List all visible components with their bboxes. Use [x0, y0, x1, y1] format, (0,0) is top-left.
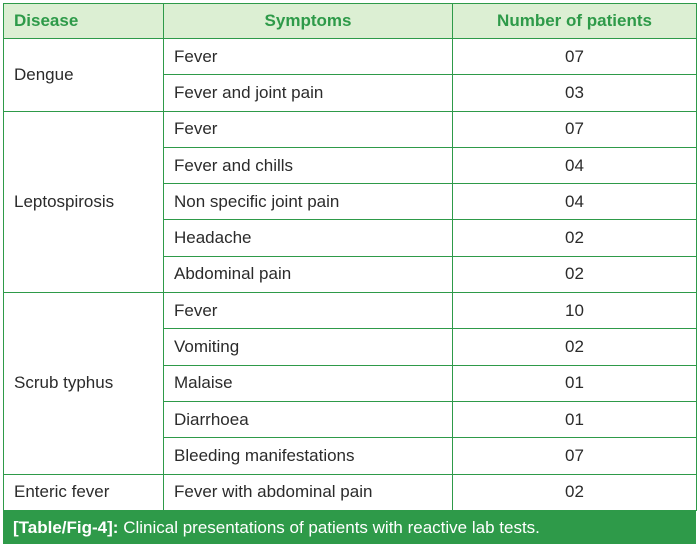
- table-row: [4, 293, 697, 329]
- disease-cell: Dengue: [4, 39, 164, 112]
- symptom-cell: Malaise: [164, 365, 453, 401]
- symptom-cell: Fever with abdominal pain: [164, 474, 453, 510]
- disease-cell: Leptospirosis: [4, 111, 164, 292]
- symptom-cell: Fever: [164, 111, 453, 147]
- count-cell: 02: [453, 474, 697, 510]
- count-cell: 07: [453, 438, 697, 474]
- symptom-cell: Fever: [164, 293, 453, 329]
- count-cell: 04: [453, 184, 697, 220]
- count-cell: 10: [453, 293, 697, 329]
- symptom-cell: Fever and joint pain: [164, 75, 453, 111]
- symptom-cell: Headache: [164, 220, 453, 256]
- count-cell: 02: [453, 256, 697, 292]
- count-cell: 02: [453, 220, 697, 256]
- caption-text: Clinical presentations of patients with reactive lab tests.: [123, 518, 540, 537]
- table-row: [4, 111, 697, 147]
- count-cell: 01: [453, 401, 697, 437]
- count-cell: 07: [453, 39, 697, 75]
- count-cell: 02: [453, 329, 697, 365]
- caption-label: [Table/Fig-4]:: [13, 518, 119, 537]
- disease-cell: Enteric fever: [4, 474, 164, 510]
- symptom-cell: Fever: [164, 39, 453, 75]
- count-cell: 04: [453, 147, 697, 183]
- disease-cell: Scrub typhus: [4, 293, 164, 474]
- header-disease: Disease: [4, 4, 164, 39]
- symptom-cell: Diarrhoea: [164, 401, 453, 437]
- symptom-cell: Vomiting: [164, 329, 453, 365]
- count-cell: 03: [453, 75, 697, 111]
- clinical-presentations-table: [3, 3, 697, 511]
- table-caption: [3, 511, 696, 544]
- table-row: [4, 474, 697, 510]
- header-number-of-patients: Number of patients: [453, 4, 697, 39]
- header-symptoms: Symptoms: [164, 4, 453, 39]
- symptom-cell: Fever and chills: [164, 147, 453, 183]
- symptom-cell: Non specific joint pain: [164, 184, 453, 220]
- count-cell: 01: [453, 365, 697, 401]
- symptom-cell: Bleeding manifestations: [164, 438, 453, 474]
- table-row: [4, 39, 697, 75]
- symptom-cell: Abdominal pain: [164, 256, 453, 292]
- count-cell: 07: [453, 111, 697, 147]
- table-header-row: [4, 4, 697, 39]
